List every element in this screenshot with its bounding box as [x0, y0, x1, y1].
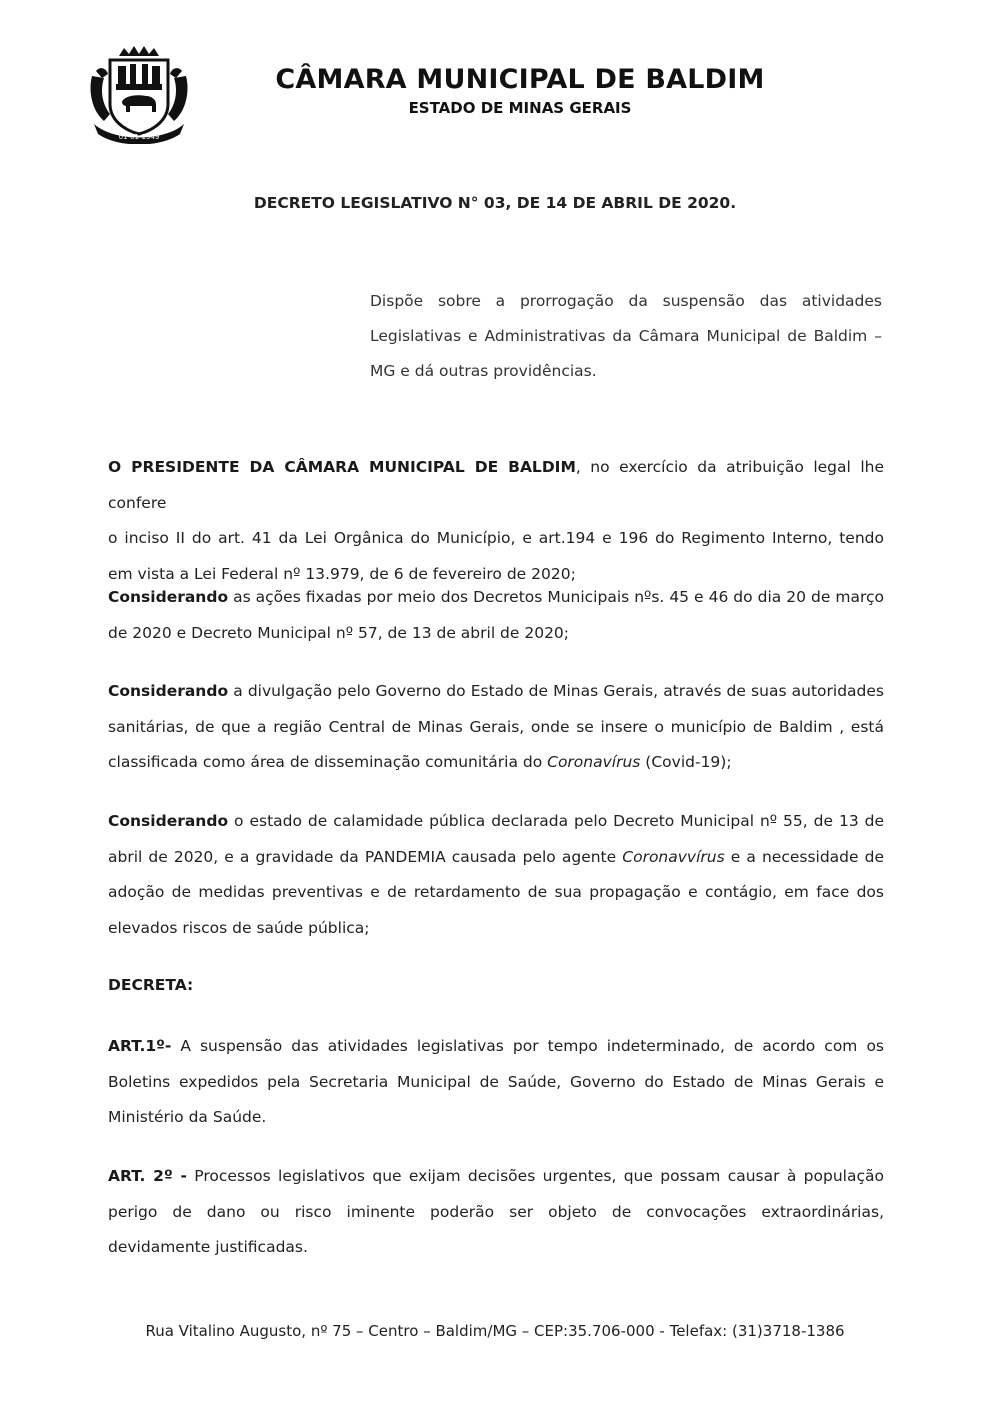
ementa-line: Legislativas e Administrativas da Câmara Municipal de Baldim –: [370, 327, 882, 345]
footer-address: Rua Vitalino Augusto, nº 75 – Centro – Baldim/MG – CEP:35.706-000 - Telefax: (31)3718-1386: [145, 1322, 845, 1340]
paragraph-line: Boletins expedidos pela Secretaria Municipal de Saúde, Governo do Estado de Minas Gerais e: [108, 1072, 884, 1091]
preamble-paragraph: [108, 450, 884, 592]
ementa-line: MG e dá outras providências.: [370, 362, 597, 380]
preamble-bold: O PRESIDENTE DA CÂMARA MUNICIPAL DE BALDIM: [108, 458, 576, 476]
paragraph-line: classificada como área de disseminação comunitária do Coronavírus (Covid-19);: [108, 753, 732, 771]
logo-ribbon-text: 01-01-1949: [118, 133, 160, 141]
paragraph-line: ART. 2º - Processos legislativos que exijam decisões urgentes, que possam causar à população: [108, 1167, 884, 1185]
paragraph-line: Considerando as ações fixadas por meio dos Decretos Municipais nºs. 45 e 46 do dia 20 de março: [108, 588, 884, 606]
article-2: [108, 1159, 884, 1266]
paragraph-line: perigo de dano ou risco iminente poderão ser objeto de convocações extraordinárias,: [108, 1202, 884, 1221]
paragraph-line: O PRESIDENTE DA CÂMARA MUNICIPAL DE BALDIM, no exercício da atribuição legal lhe confere: [108, 458, 884, 512]
paragraph-line: devidamente justificadas.: [108, 1238, 308, 1256]
paragraph-line: em vista a Lei Federal nº 13.979, de 6 de fevereiro de 2020;: [108, 564, 576, 583]
paragraph-line: de 2020 e Decreto Municipal nº 57, de 13 de abril de 2020;: [108, 623, 570, 642]
paragraph-line: ART.1º- A suspensão das atividades legislativas por tempo indeterminado, de acordo com os: [108, 1037, 884, 1055]
article-label: ART.1º-: [108, 1037, 172, 1055]
article-1: [108, 1029, 884, 1136]
paragraph-line: Considerando a divulgação pelo Governo do Estado de Minas Gerais, através de suas autoridades: [108, 682, 884, 700]
considerando-paragraph-1: [108, 580, 884, 651]
paragraph-line: Considerando o estado de calamidade pública declarada pelo Decreto Municipal nº 55, de 13 de: [108, 812, 884, 830]
decreta-heading: DECRETA:: [108, 976, 194, 994]
paragraph-line: elevados riscos de saúde pública;: [108, 918, 370, 937]
paragraph-line: o inciso II do art. 41 da Lei Orgânica do Município, e art.194 e 196 do Regimento Interno, tendo: [108, 529, 884, 547]
header-title: CÂMARA MUNICIPAL DE BALDIM: [275, 64, 765, 95]
coat-of-arms-logo: [84, 46, 194, 144]
ementa-line: Dispõe sobre a prorrogação da suspensão das atividades: [370, 292, 882, 310]
paragraph-line: sanitárias, de que a região Central de Minas Gerais, onde se insere o município de Baldim , está: [108, 717, 884, 736]
decree-title: DECRETO LEGISLATIVO N° 03, DE 14 DE ABRIL DE 2020.: [253, 194, 737, 212]
article-label: ART. 2º -: [108, 1167, 187, 1185]
header-subtitle: ESTADO DE MINAS GERAIS: [408, 99, 632, 117]
considerando-paragraph-3: [108, 804, 884, 946]
paragraph-line: adoção de medidas preventivas e de retardamento de sua propagação e contágio, em face dos: [108, 883, 884, 901]
considerando-paragraph-2: [108, 674, 884, 781]
decree-ementa: [370, 284, 882, 389]
paragraph-line: Ministério da Saúde.: [108, 1108, 267, 1126]
paragraph-line: abril de 2020, e a gravidade da PANDEMIA causada pelo agente Coronavvírus e a necessidade de: [108, 847, 884, 866]
